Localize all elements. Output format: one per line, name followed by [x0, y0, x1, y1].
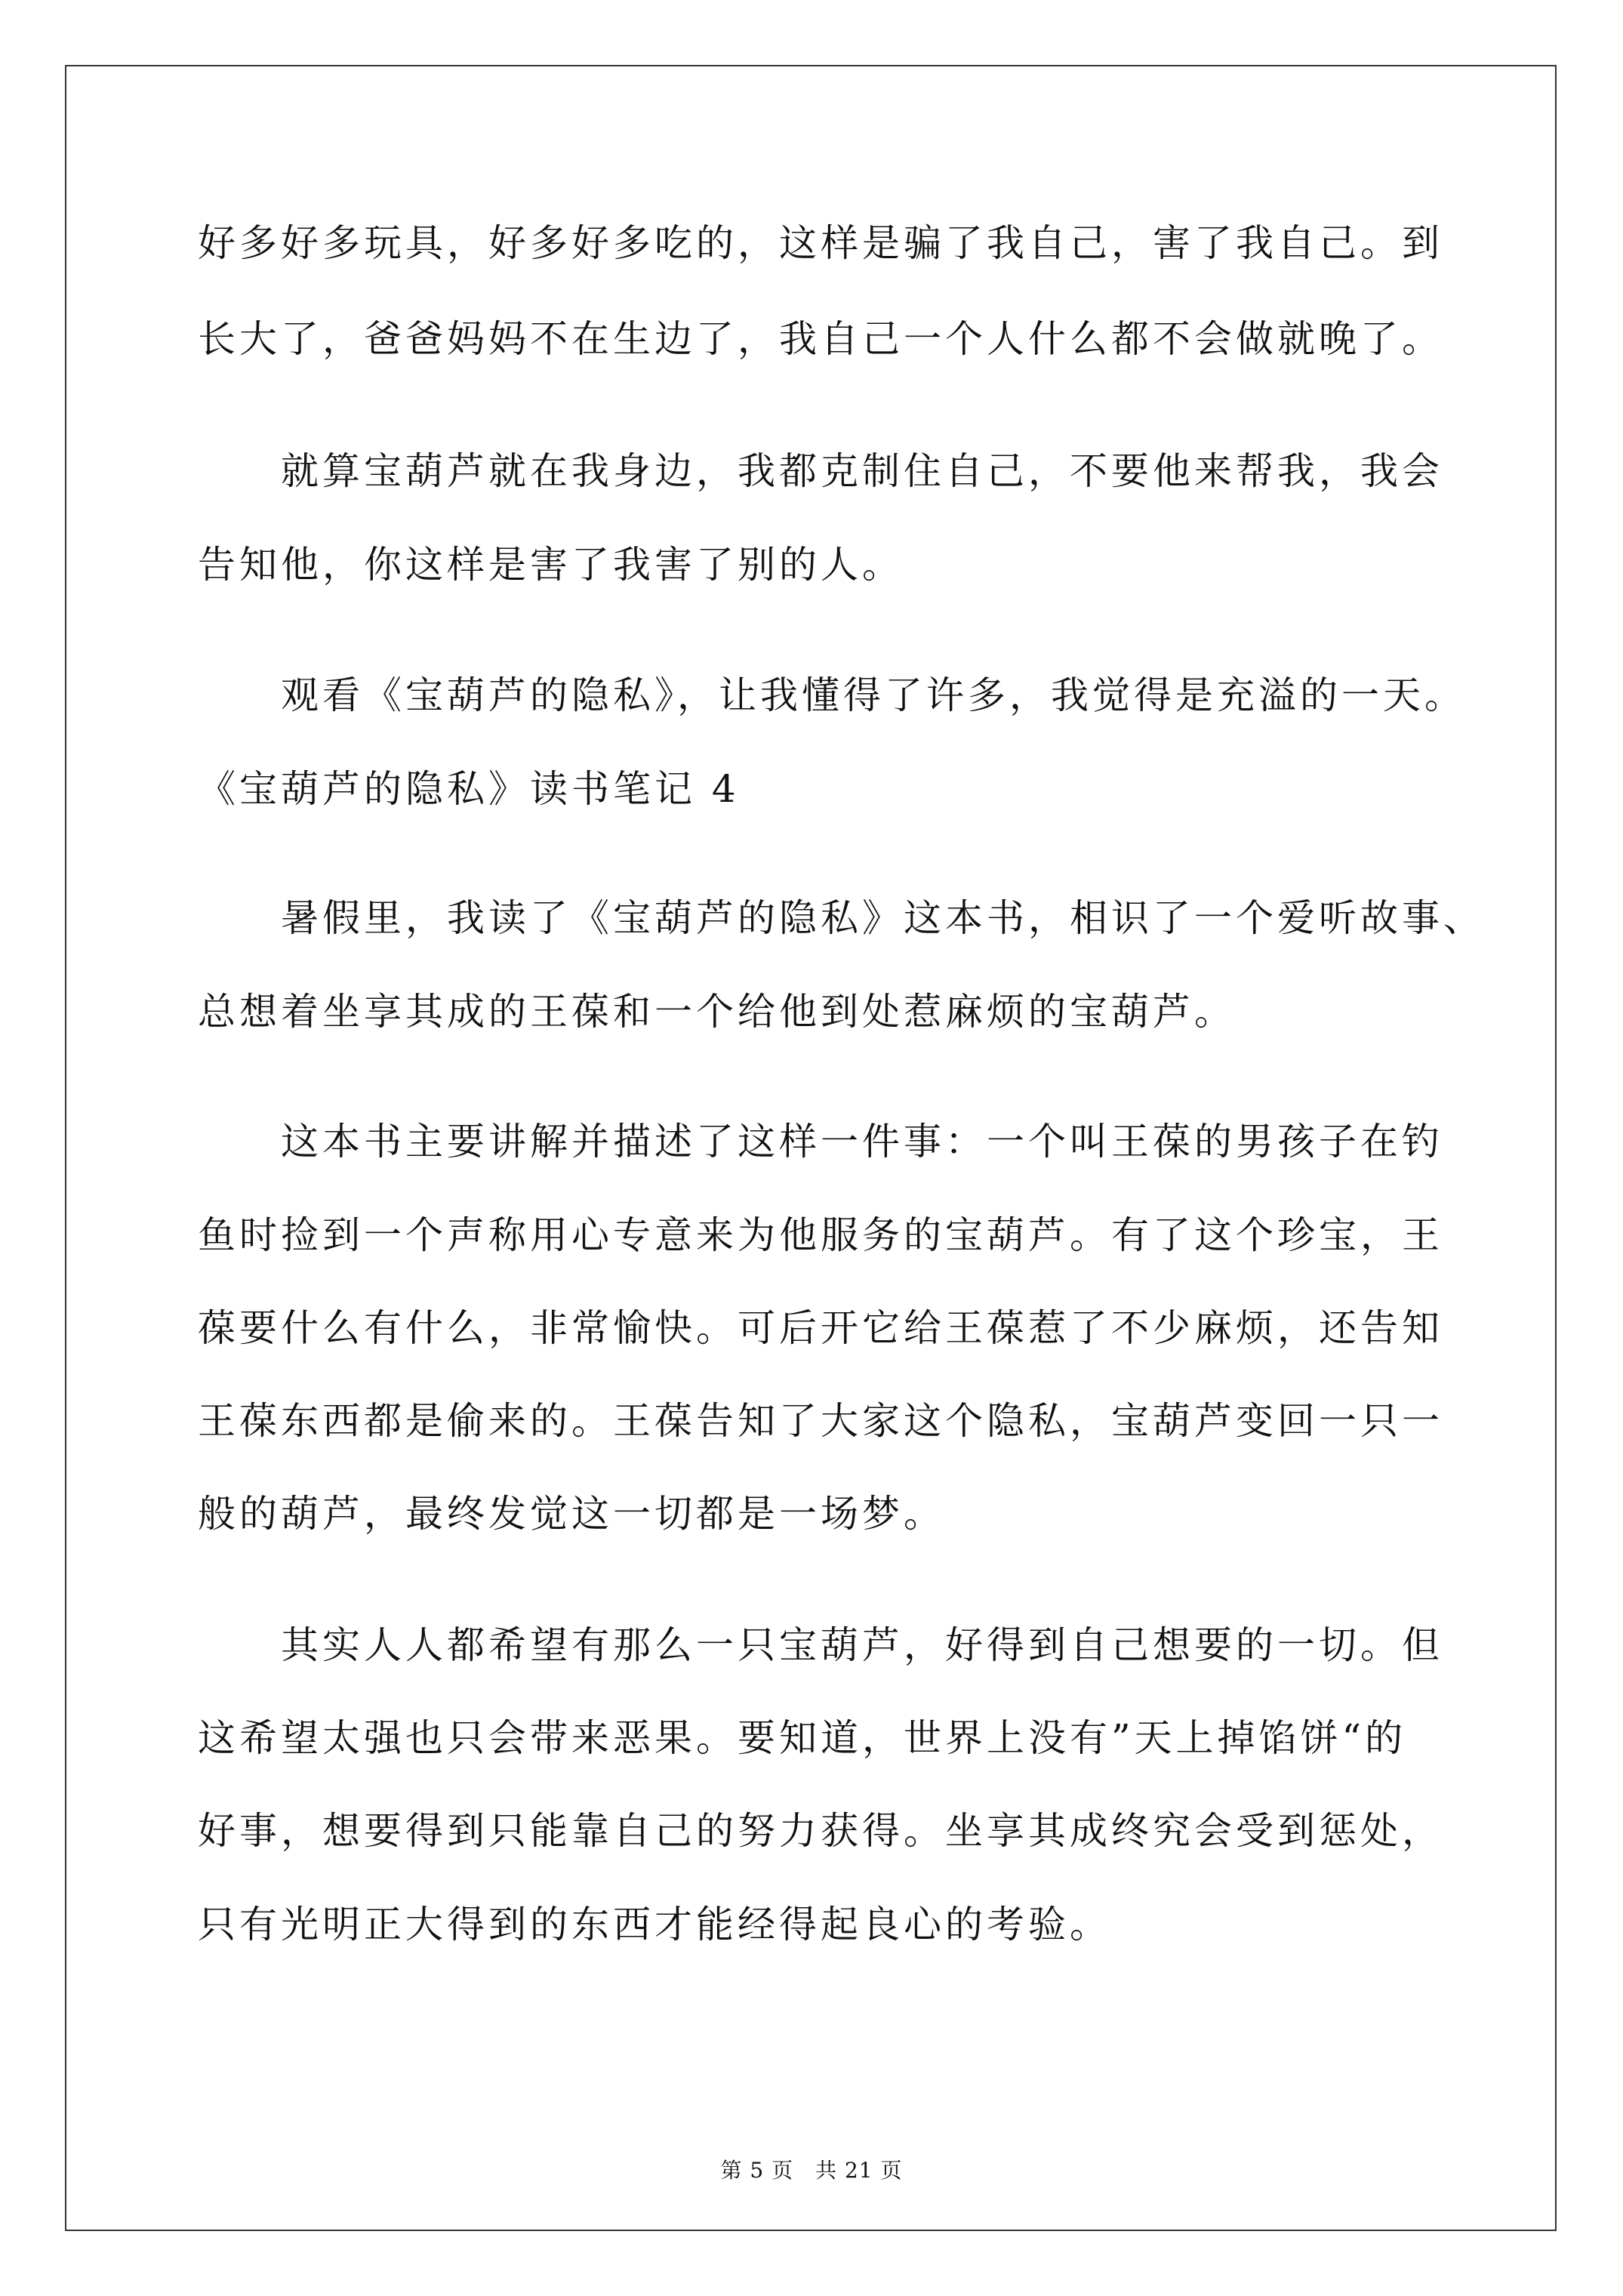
text-line: 王葆东西都是偷来的。王葆告知了大家这个隐私，宝葫芦变回一只一: [198, 1399, 1443, 1443]
text-line: 这希望太强也只会带来恶果。要知道，世界上没有”天上掉馅饼“的: [198, 1716, 1407, 1760]
text-line: 葆要什么有什么，非常愉快。可后开它给王葆惹了不少麻烦，还告知: [198, 1306, 1443, 1350]
text-line: 鱼时捡到一个声称用心专意来为他服务的宝葫芦。有了这个珍宝，王: [198, 1213, 1443, 1257]
text-line: 其实人人都希望有那么一只宝葫芦，好得到自己想要的一切。但: [281, 1623, 1443, 1667]
text-line: 这本书主要讲解并描述了这样一件事：一个叫王葆的男孩子在钓: [281, 1120, 1443, 1163]
text-line: 就算宝葫芦就在我身边，我都克制住自己，不要他来帮我，我会: [281, 449, 1443, 493]
text-line: 暑假里，我读了《宝葫芦的隐私》这本书，相识了一个爱听故事、: [281, 896, 1485, 940]
page-number-footer: 第 5 页 共 21 页: [720, 2158, 903, 2183]
section-heading: 《宝葫芦的隐私》读书笔记 4: [198, 767, 740, 811]
text-line: 长大了，爸爸妈妈不在生边了，我自己一个人什么都不会做就晚了。: [198, 317, 1443, 361]
text-line: 只有光明正大得到的东西才能经得起良心的考验。: [198, 1903, 1111, 1946]
text-line: 观看《宝葫芦的隐私》，让我懂得了许多，我觉得是充溢的一天。: [281, 673, 1466, 717]
text-line: 总想着坐享其成的王葆和一个给他到处惹麻烦的宝葫芦。: [198, 990, 1236, 1034]
text-line: 好多好多玩具，好多好多吃的，这样是骗了我自己，害了我自己。到: [198, 221, 1443, 265]
text-line: 好事，想要得到只能靠自己的努力获得。坐享其成终究会受到惩处，: [198, 1809, 1443, 1853]
text-line: 般的葫芦，最终发觉这一切都是一场梦。: [198, 1492, 945, 1536]
text-line: 告知他，你这样是害了我害了别的人。: [198, 543, 904, 587]
